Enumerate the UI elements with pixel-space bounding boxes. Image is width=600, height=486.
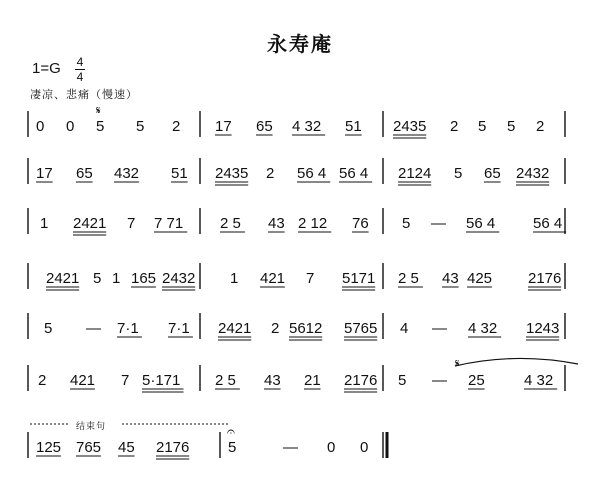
note-token: 5 bbox=[44, 320, 53, 337]
note-token: 2176 bbox=[156, 439, 190, 456]
note-token: 765 bbox=[76, 439, 102, 456]
note-token: 1 bbox=[40, 215, 49, 232]
note-token: 2 12 bbox=[298, 215, 328, 232]
note-token: 65 bbox=[76, 165, 93, 182]
song-title: 永寿庵 bbox=[267, 32, 333, 56]
note-token: 76 bbox=[352, 215, 369, 232]
note-token: 56 4 bbox=[533, 215, 563, 232]
note-token: 7 71 bbox=[154, 215, 184, 232]
note-token: 43 bbox=[268, 215, 285, 232]
note-token: 56 4 bbox=[466, 215, 496, 232]
note-token: 43 bbox=[442, 270, 459, 287]
note-token: 2435 bbox=[393, 118, 427, 135]
segno-icon: 𝄋 bbox=[455, 357, 460, 370]
note-token: 65 bbox=[256, 118, 273, 135]
note-token: 425 bbox=[467, 270, 493, 287]
segno-icon: 𝄋 bbox=[96, 104, 101, 117]
note-token: 2432 bbox=[516, 165, 550, 182]
note-token: 25 bbox=[468, 372, 485, 389]
note-token: 2 5 bbox=[220, 215, 241, 232]
note-token: 21 bbox=[304, 372, 321, 389]
note-token: 2 bbox=[38, 372, 47, 389]
note-token: 165 bbox=[131, 270, 157, 287]
note-token: 421 bbox=[70, 372, 96, 389]
note-token: 56 4 bbox=[339, 165, 369, 182]
note-token: 5171 bbox=[342, 270, 376, 287]
note-token: 2 bbox=[271, 320, 280, 337]
note-token: 2176 bbox=[344, 372, 378, 389]
note-token: 43 bbox=[264, 372, 281, 389]
note-token: 1 bbox=[112, 270, 121, 287]
note-token: 5·171 bbox=[142, 372, 181, 389]
note-token: 51 bbox=[345, 118, 362, 135]
note-token: 56 4 bbox=[297, 165, 327, 182]
note-token: 5 bbox=[136, 118, 145, 135]
note-token: — bbox=[432, 372, 447, 389]
note-token: 2124 bbox=[398, 165, 432, 182]
note-token: 1243 bbox=[526, 320, 560, 337]
note-token: 5612 bbox=[289, 320, 323, 337]
note-token: 0 bbox=[36, 118, 45, 135]
note-token: — bbox=[283, 439, 298, 456]
note-token: 5765 bbox=[344, 320, 378, 337]
meter-denominator: 4 bbox=[76, 70, 84, 84]
note-token: 0 bbox=[66, 118, 75, 135]
note-token: 2432 bbox=[162, 270, 196, 287]
note-token: 0 bbox=[327, 439, 336, 456]
key-signature: 1=G bbox=[32, 60, 61, 77]
note-token: — bbox=[86, 320, 101, 337]
note-token: 2 bbox=[172, 118, 181, 135]
note-token: 4 32 bbox=[468, 320, 498, 337]
note-token: — bbox=[431, 215, 446, 232]
note-token: 432 bbox=[114, 165, 140, 182]
note-token: 7·1 bbox=[168, 320, 190, 337]
note-token: 51 bbox=[171, 165, 188, 182]
note-token: 45 bbox=[118, 439, 135, 456]
note-token: 0 bbox=[360, 439, 369, 456]
note-token: 7 bbox=[306, 270, 315, 287]
note-token: 2421 bbox=[46, 270, 80, 287]
ending-phrase-label: 结束句 bbox=[76, 422, 107, 432]
note-token: 5 bbox=[228, 439, 237, 456]
note-token: 5 bbox=[478, 118, 487, 135]
note-token: 17 bbox=[215, 118, 232, 135]
note-token: 17 bbox=[36, 165, 53, 182]
note-token: 5 bbox=[398, 372, 407, 389]
note-token: 4 32 bbox=[292, 118, 322, 135]
note-token: 2 5 bbox=[398, 270, 419, 287]
note-token: 1 bbox=[230, 270, 239, 287]
note-token: 2421 bbox=[73, 215, 107, 232]
note-token: 421 bbox=[260, 270, 286, 287]
note-token: 2 bbox=[450, 118, 459, 135]
note-token: 2 bbox=[266, 165, 275, 182]
note-token: 4 32 bbox=[524, 372, 554, 389]
note-token: — bbox=[432, 320, 447, 337]
meter-numerator: 4 bbox=[76, 55, 84, 69]
note-token: 2 bbox=[536, 118, 545, 135]
note-token: 7·1 bbox=[117, 320, 139, 337]
slur-curve bbox=[455, 358, 578, 366]
note-token: 5 bbox=[454, 165, 463, 182]
note-token: 65 bbox=[484, 165, 501, 182]
note-token: 4 bbox=[400, 320, 409, 337]
note-token: 7 bbox=[127, 215, 136, 232]
tempo-expression: 凄凉、悲痛（慢速） bbox=[30, 88, 138, 101]
fermata-icon: 𝄐 bbox=[227, 424, 235, 440]
note-token: 2435 bbox=[215, 165, 249, 182]
note-token: 2 5 bbox=[215, 372, 236, 389]
note-token: 125 bbox=[36, 439, 62, 456]
note-token: 5 bbox=[507, 118, 516, 135]
note-token: 5 bbox=[93, 270, 102, 287]
note-token: 2421 bbox=[218, 320, 252, 337]
note-token: 7 bbox=[121, 372, 130, 389]
note-token: 5 bbox=[96, 118, 105, 135]
note-token: 2176 bbox=[528, 270, 562, 287]
note-token: 5 bbox=[402, 215, 411, 232]
